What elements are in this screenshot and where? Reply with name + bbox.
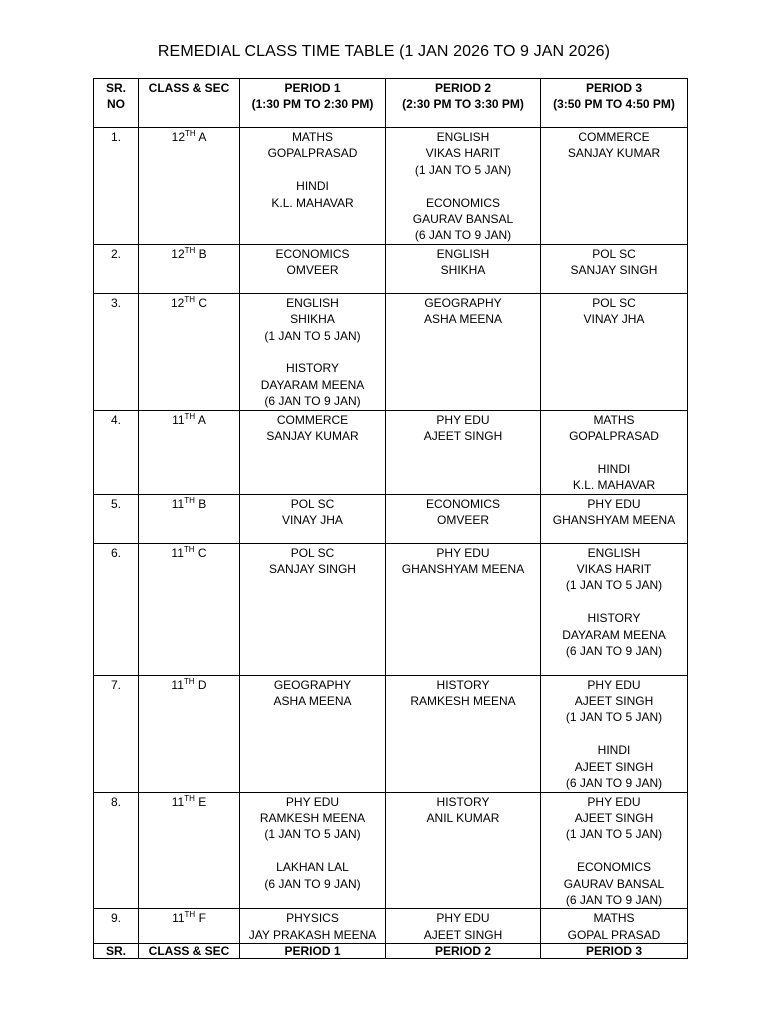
cell-line: K.L. MAHAVAR	[572, 478, 656, 493]
class-grade-suffix: TH	[184, 245, 196, 255]
cell-line: GHANSHYAM MEENA	[552, 513, 676, 528]
cell-line: ECONOMICS	[576, 860, 651, 875]
cell-line: COMMERCE	[276, 412, 349, 427]
class-sec-cell	[139, 244, 240, 293]
class-grade-suffix: TH	[184, 910, 196, 920]
cell-line: SANJAY KUMAR	[567, 146, 661, 161]
table-row	[94, 244, 688, 293]
footer-period-3: PERIOD 3	[541, 944, 688, 959]
header-sr-line1: SR.	[105, 81, 126, 95]
cell-line: SANJAY KUMAR	[266, 429, 359, 444]
class-section: C	[197, 545, 207, 560]
period-3-cell	[541, 543, 688, 675]
class-section: C	[198, 295, 208, 310]
footer-period-2: PERIOD 2	[386, 944, 541, 959]
class-sec-cell	[139, 410, 240, 494]
cell-line: VIKAS HARIT	[576, 562, 652, 577]
cell-line: (6 JAN TO 9 JAN)	[565, 776, 663, 791]
cell-line: VINAY JHA	[583, 312, 645, 327]
table-row	[94, 909, 688, 944]
footer-period-1: PERIOD 1	[240, 944, 386, 959]
period-1-cell	[240, 675, 386, 792]
class-grade: 12	[171, 246, 185, 261]
cell-line: HINDI	[597, 743, 631, 758]
cell-line: (1 JAN TO 5 JAN)	[264, 328, 361, 343]
class-grade: 11	[171, 545, 184, 560]
table-row	[94, 494, 688, 543]
header-period-3	[541, 79, 688, 128]
header-period-2-label: PERIOD 2	[434, 81, 491, 95]
footer-class-sec: CLASS & SEC	[139, 944, 240, 959]
cell-line: LAKHAN LAL	[276, 860, 349, 875]
sr-no-cell: 1.	[94, 128, 139, 245]
cell-line: POL SC	[592, 295, 636, 310]
cell-line: OMVEER	[286, 263, 339, 278]
class-grade: 11	[171, 677, 184, 692]
period-1-cell	[240, 128, 386, 245]
class-sec-cell	[139, 128, 240, 245]
period-2-cell	[386, 244, 541, 293]
timetable	[93, 78, 688, 959]
class-section: B	[198, 246, 207, 261]
class-section: A	[197, 412, 206, 427]
cell-line: RAMKESH MEENA	[259, 810, 366, 825]
cell-line: PHY EDU	[285, 794, 340, 809]
cell-line: ECONOMICS	[425, 195, 500, 210]
cell-line: PHY EDU	[436, 911, 490, 926]
period-2-cell	[386, 792, 541, 909]
line-spacer	[541, 843, 687, 859]
cell-line: GOPALPRASAD	[569, 429, 659, 444]
class-grade: 12	[170, 295, 185, 310]
class-grade-suffix: TH	[185, 129, 196, 138]
table-row	[94, 543, 688, 675]
class-grade-suffix: TH	[184, 411, 196, 421]
cell-line: MATHS	[593, 412, 635, 427]
line-spacer	[541, 444, 687, 460]
period-1-cell	[240, 293, 386, 410]
period-1-cell	[240, 792, 386, 909]
period-3-cell	[541, 792, 688, 909]
period-1-cell	[240, 543, 386, 675]
cell-line: SHIKHA	[290, 312, 335, 327]
cell-line: DAYARAM MEENA	[260, 377, 365, 392]
period-3-cell	[541, 128, 688, 245]
sr-no-cell: 6.	[94, 543, 139, 675]
footer-row	[94, 944, 688, 959]
cell-line: GHANSHYAM MEENA	[401, 562, 525, 577]
class-grade: 11	[171, 794, 185, 809]
sr-no-cell: 7.	[94, 675, 139, 792]
cell-line: POL SC	[290, 545, 335, 560]
cell-line: OMVEER	[436, 513, 489, 528]
header-period-1-time: (1:30 PM TO 2:30 PM)	[251, 97, 374, 112]
footer-sr: SR.	[94, 944, 139, 959]
cell-line: GAURAV BANSAL	[563, 876, 665, 891]
header-period-2-time: (2:30 PM TO 3:30 PM)	[402, 97, 524, 112]
cell-line: AJEET SINGH	[574, 759, 654, 774]
header-row	[94, 79, 688, 128]
header-class-sec-label: CLASS & SEC	[148, 81, 230, 95]
period-2-cell	[386, 543, 541, 675]
cell-line: (6 JAN TO 9 JAN)	[264, 394, 361, 409]
cell-line: (1 JAN TO 5 JAN)	[264, 827, 361, 842]
header-sr-line2: NO	[107, 97, 125, 112]
period-2-cell	[386, 909, 541, 944]
class-grade-suffix: TH	[184, 495, 195, 505]
period-2-cell	[386, 410, 541, 494]
cell-line: ENGLISH	[587, 545, 641, 560]
line-spacer	[541, 726, 687, 742]
period-3-cell	[541, 244, 688, 293]
class-section: B	[198, 496, 207, 511]
table-row	[94, 293, 688, 410]
period-3-cell	[541, 909, 688, 944]
period-1-cell	[240, 244, 386, 293]
cell-line: AJEET SINGH	[574, 810, 654, 825]
sr-no-cell: 2.	[94, 244, 139, 293]
period-3-cell	[541, 675, 688, 792]
period-2-cell	[386, 675, 541, 792]
class-grade-suffix: TH	[183, 544, 195, 554]
cell-line: RAMKESH MEENA	[410, 694, 516, 709]
sr-no-cell: 9.	[94, 909, 139, 944]
sr-no-cell: 3.	[94, 293, 139, 410]
cell-line: COMMERCE	[578, 130, 650, 144]
cell-line: ENGLISH	[436, 246, 490, 261]
class-sec-cell	[139, 293, 240, 410]
class-grade: 11	[172, 911, 185, 926]
cell-line: GEOGRAPHY	[273, 677, 352, 692]
cell-line: HISTORY	[436, 677, 490, 692]
cell-line: MATHS	[291, 130, 334, 144]
cell-line: POL SC	[290, 496, 335, 511]
line-spacer	[386, 178, 540, 194]
cell-line: POL SC	[592, 246, 636, 261]
header-period-1	[240, 79, 386, 128]
class-sec-cell	[139, 494, 240, 543]
cell-line: PHY EDU	[436, 545, 490, 560]
cell-line: ECONOMICS	[425, 496, 500, 511]
class-sec-cell	[139, 909, 240, 944]
cell-line: PHY EDU	[587, 794, 641, 809]
header-period-1-label: PERIOD 1	[284, 81, 341, 95]
cell-line: (6 JAN TO 9 JAN)	[414, 228, 512, 243]
class-grade: 11	[171, 496, 185, 511]
line-spacer	[240, 344, 385, 360]
class-grade: 12	[171, 130, 185, 144]
sr-no-cell: 4.	[94, 410, 139, 494]
period-1-cell	[240, 494, 386, 543]
class-sec-cell	[139, 543, 240, 675]
table-row	[94, 675, 688, 792]
period-1-cell	[240, 410, 386, 494]
page-title: REMEDIAL CLASS TIME TABLE (1 JAN 2026 TO 9 JAN 2026)	[157, 43, 611, 60]
cell-line: (1 JAN TO 5 JAN)	[414, 162, 512, 177]
cell-line: PHY EDU	[436, 412, 490, 427]
cell-line: ECONOMICS	[275, 246, 350, 261]
cell-line: ENGLISH	[436, 130, 490, 144]
cell-line: (1 JAN TO 5 JAN)	[565, 827, 663, 842]
period-2-cell	[386, 494, 541, 543]
cell-line: GEOGRAPHY	[424, 295, 502, 310]
sr-no-cell: 5.	[94, 494, 139, 543]
class-grade-suffix: TH	[184, 294, 195, 304]
cell-line: MATHS	[593, 911, 635, 926]
class-section: A	[198, 130, 207, 144]
class-sec-cell	[139, 675, 240, 792]
class-grade-suffix: TH	[183, 676, 195, 686]
table-row	[94, 410, 688, 494]
cell-line: (1 JAN TO 5 JAN)	[565, 710, 663, 725]
cell-line: PHY EDU	[587, 677, 641, 692]
cell-line: HISTORY	[286, 361, 339, 376]
table-row	[94, 792, 688, 909]
period-3-cell	[541, 494, 688, 543]
header-class-sec	[139, 79, 240, 128]
cell-line: PHY EDU	[587, 496, 641, 511]
header-period-3-label: PERIOD 3	[585, 81, 642, 95]
header-period-2	[386, 79, 541, 128]
cell-line: (6 JAN TO 9 JAN)	[264, 876, 361, 891]
cell-line: ANIL KUMAR	[426, 810, 500, 825]
cell-line: HINDI	[597, 461, 631, 476]
cell-line: GOPALPRASAD	[267, 146, 358, 161]
header-period-3-time: (3:50 PM TO 4:50 PM)	[553, 97, 675, 112]
period-3-cell	[541, 410, 688, 494]
cell-line: K.L. MAHAVAR	[271, 195, 354, 210]
cell-line: (6 JAN TO 9 JAN)	[565, 644, 663, 659]
cell-line: VIKAS HARIT	[425, 146, 501, 161]
period-2-cell	[386, 128, 541, 245]
line-spacer	[541, 594, 687, 610]
table-row	[94, 128, 688, 245]
class-section: D	[197, 677, 207, 692]
class-sec-cell	[139, 792, 240, 909]
cell-line: SHIKHA	[440, 263, 486, 278]
cell-line: GAURAV BANSAL	[412, 212, 514, 227]
cell-line: (6 JAN TO 9 JAN)	[565, 892, 663, 907]
cell-line: JAY PRAKASH MEENA	[248, 927, 377, 942]
class-grade: 11	[172, 412, 185, 427]
period-2-cell	[386, 293, 541, 410]
class-section: E	[198, 794, 207, 809]
class-grade-suffix: TH	[184, 793, 195, 803]
period-1-cell	[240, 909, 386, 944]
cell-line: HISTORY	[587, 611, 641, 626]
cell-line: ASHA MEENA	[423, 312, 503, 327]
sr-no-cell: 8.	[94, 792, 139, 909]
cell-line: GOPAL PRASAD	[567, 927, 661, 942]
cell-line: AJEET SINGH	[423, 429, 503, 444]
period-3-cell	[541, 293, 688, 410]
cell-line: AJEET SINGH	[423, 927, 503, 942]
cell-line: PHYSICS	[286, 911, 339, 926]
header-sr-no	[94, 79, 139, 128]
cell-line: ASHA MEENA	[273, 694, 352, 709]
line-spacer	[240, 162, 385, 178]
line-spacer	[240, 843, 385, 859]
cell-line: HINDI	[296, 179, 329, 194]
cell-line: AJEET SINGH	[574, 694, 654, 709]
cell-line: VINAY JHA	[282, 513, 343, 528]
cell-line: (1 JAN TO 5 JAN)	[565, 578, 663, 593]
cell-line: SANJAY SINGH	[269, 562, 356, 577]
cell-line: SANJAY SINGH	[570, 263, 658, 278]
cell-line: DAYARAM MEENA	[562, 627, 666, 642]
timetable-body	[94, 128, 688, 944]
cell-line: ENGLISH	[286, 295, 339, 310]
cell-line: HISTORY	[436, 794, 490, 809]
class-section: F	[198, 911, 206, 926]
